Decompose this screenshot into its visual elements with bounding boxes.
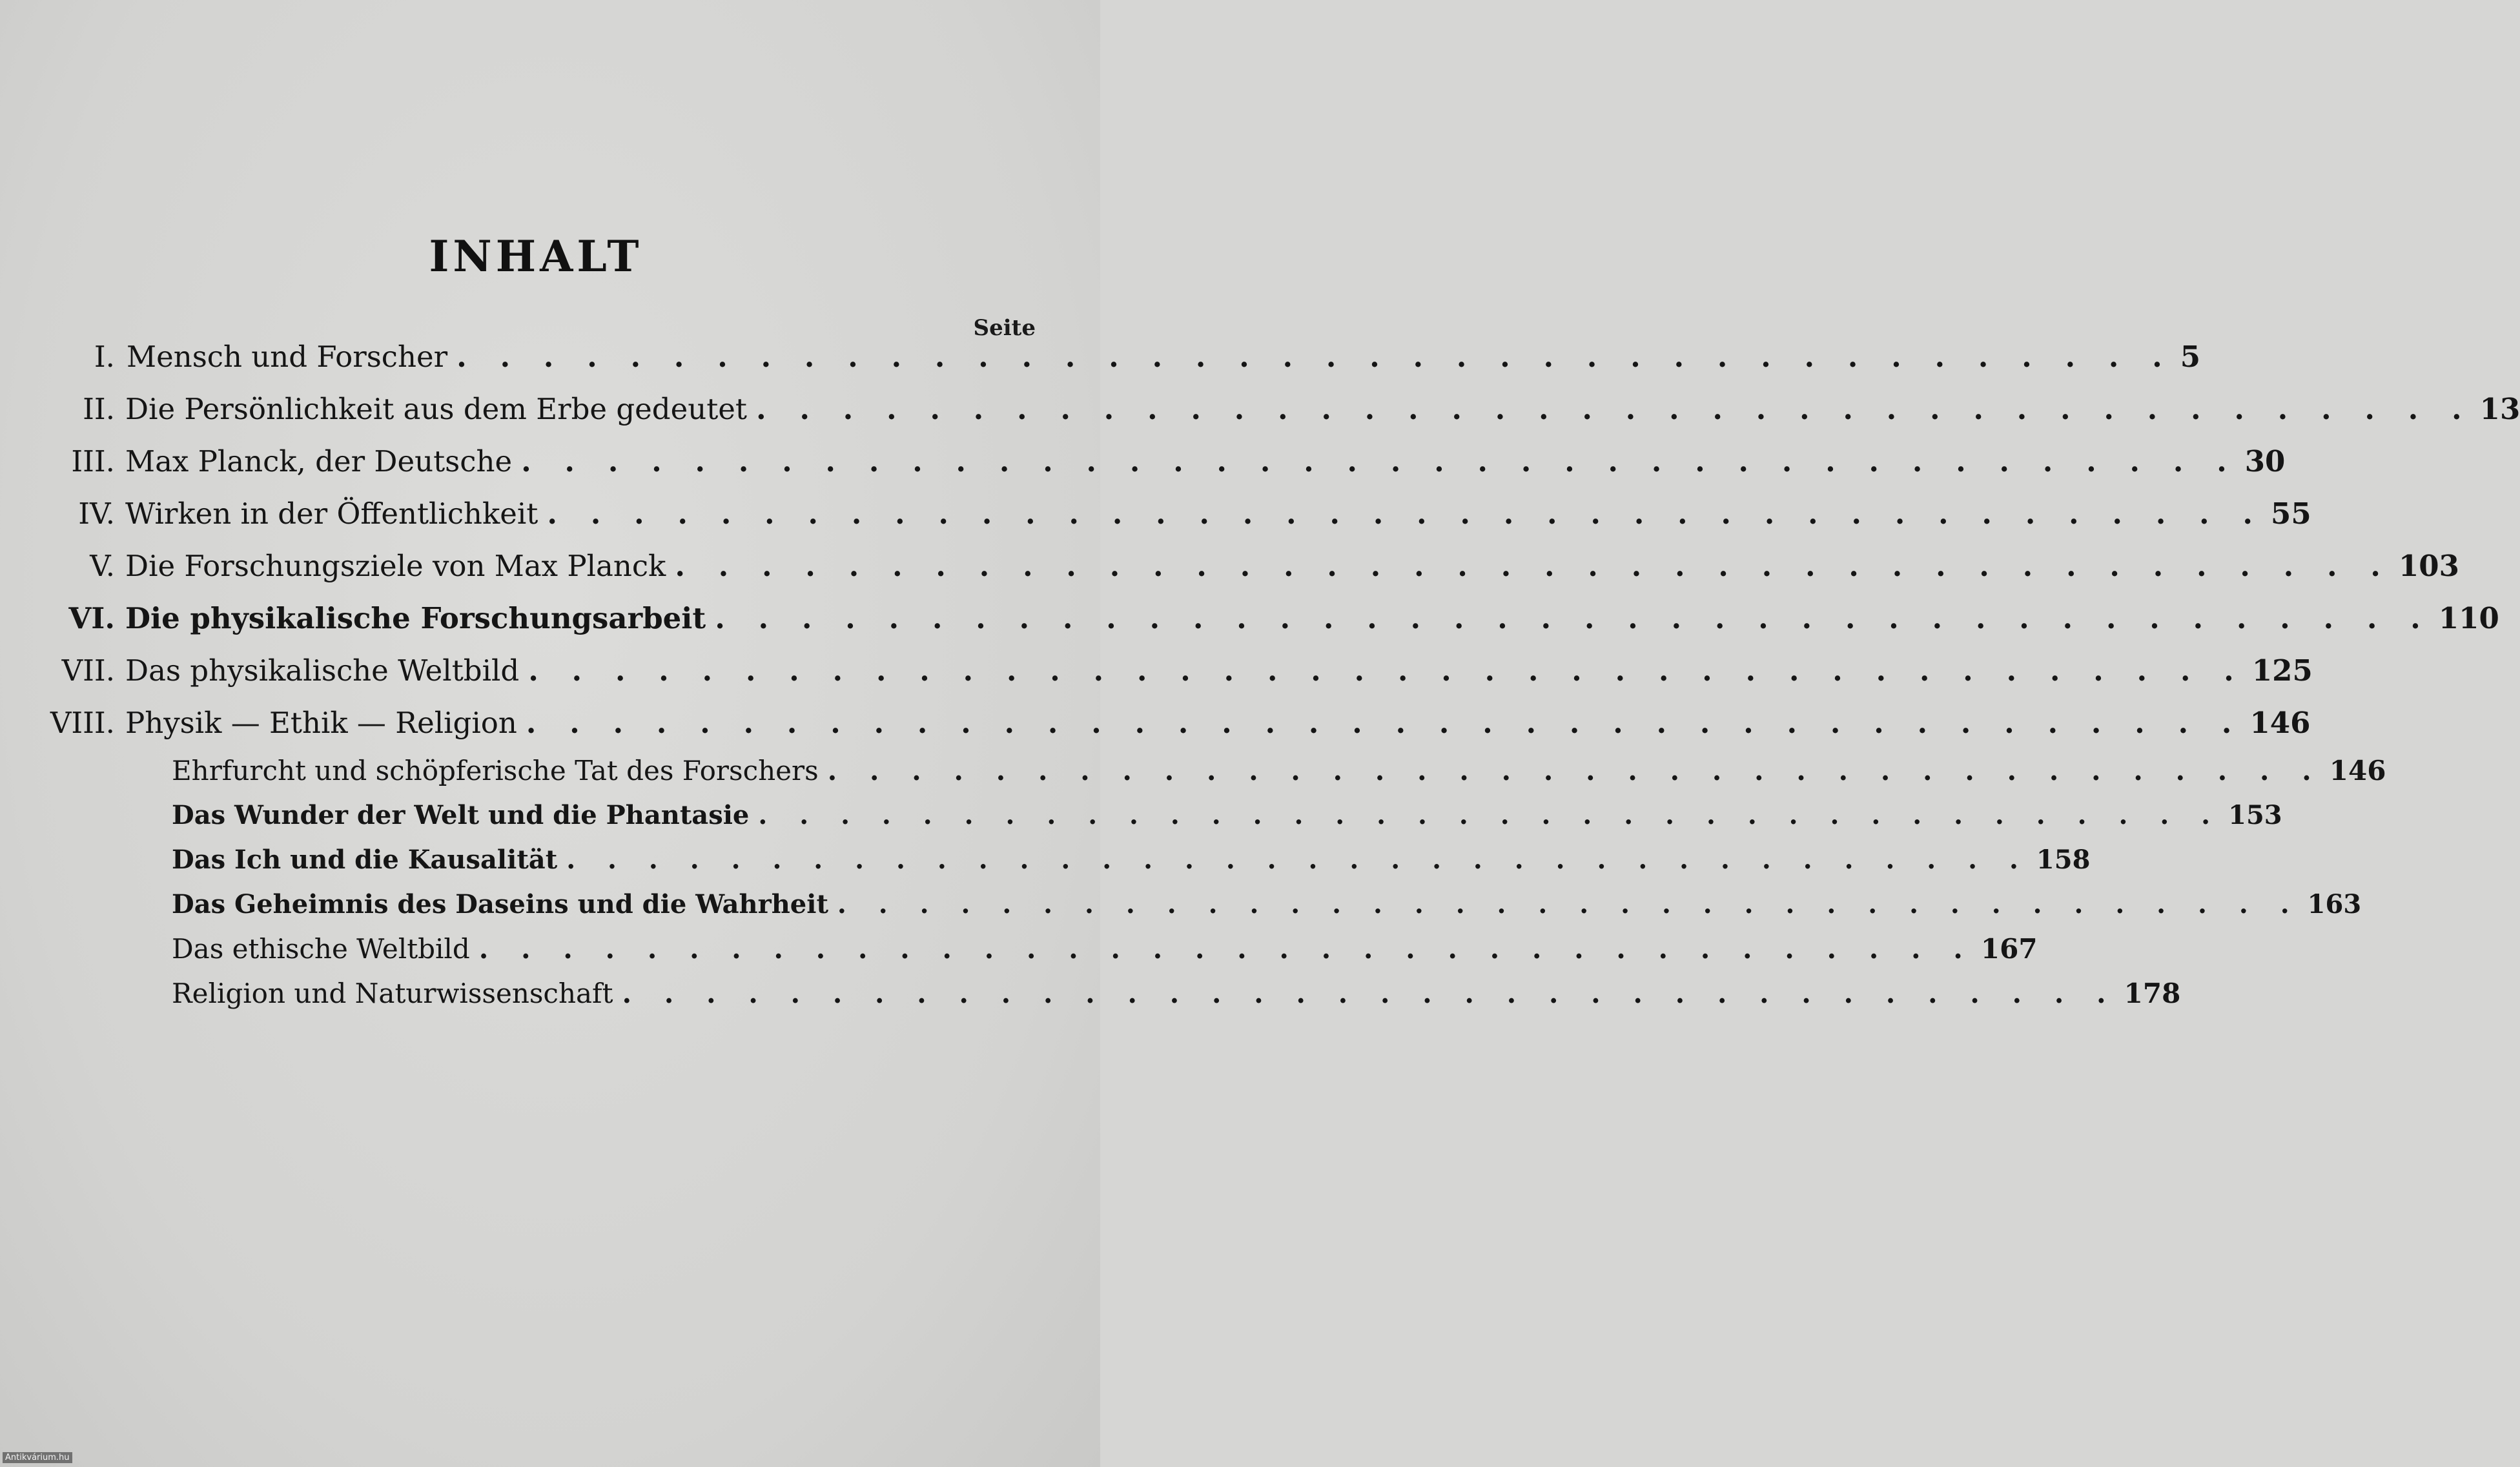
toc-entry [0, 442, 2286, 481]
page-number: 103 [2398, 549, 2459, 583]
section-title: Das Ich und die Kausalität [172, 845, 558, 875]
toc-entry [0, 599, 2499, 638]
chapter-title: Die physikalische Forschungsarbeit [125, 601, 706, 635]
chapter-title: Mensch und Forscher [127, 340, 448, 374]
toc-entry [0, 651, 2313, 690]
chapter-title: Max Planck, der Deutsche [125, 444, 513, 478]
chapter-title: Physik — Ethik — Religion [125, 706, 517, 740]
leader-dots: . . . . . . . . . . . . . . . . . . . . . . . . . . . . . . . . . . . . [837, 889, 2301, 919]
chapter-title: Die Persönlichkeit aus dem Erbe gedeutet [125, 392, 747, 426]
chapter-number: III. [71, 444, 115, 478]
section-title: Religion und Naturwissenschaft [172, 978, 613, 1009]
page-number: 55 [2271, 497, 2311, 531]
leader-dots: . . . . . . . . . . . . . . . . . . . . . . . . . . . . . . . . . . . . . . . . [456, 340, 2174, 374]
chapter-number: II. [83, 392, 115, 426]
page-number: 110 [2438, 601, 2499, 635]
leader-dots: . . . . . . . . . . . . . . . . . . . . . . . . . . . . . . . . . . . . . . . . [756, 392, 2474, 426]
page-title: INHALT [429, 231, 643, 282]
leader-dots: . . . . . . . . . . . . . . . . . . . . . . . . . . . . . . . . . . . . . . . . [675, 549, 2392, 583]
toc-subentry [0, 796, 2282, 835]
leader-dots: . . . . . . . . . . . . . . . . . . . . . . . . . . . . . . . . . . . . . . . . [521, 444, 2238, 478]
toc-entry [0, 338, 2201, 376]
toc-entry [0, 547, 2459, 586]
section-title: Ehrfurcht und schöpferische Tat des Forschers [172, 755, 819, 786]
leader-dots: . . . . . . . . . . . . . . . . . . . . . . . . . . . . . . . . . . . . . . . . [528, 653, 2246, 688]
section-title: Das ethische Weltbild [172, 933, 470, 965]
toc-subentry [0, 841, 2091, 879]
toc-entry [0, 495, 2311, 533]
page-number: 178 [2124, 978, 2181, 1009]
chapter-title: Die Forschungsziele von Max Planck [125, 549, 666, 583]
page-number: 167 [1980, 933, 2038, 965]
chapter-number: VIII. [50, 706, 115, 740]
leader-dots: . . . . . . . . . . . . . . . . . . . . . . . . . . . . . . . . . . . . [622, 978, 2118, 1009]
page-number: 153 [2228, 800, 2282, 830]
chapter-number: VII. [61, 653, 115, 688]
chapter-number: V. [90, 549, 115, 583]
toc-subentry [0, 752, 2386, 790]
toc-subentry [0, 930, 2038, 969]
leader-dots: . . . . . . . . . . . . . . . . . . . . . . . . . . . . . . . . . . . . [566, 845, 2030, 875]
toc-entry [0, 704, 2311, 743]
page-number: 146 [2329, 755, 2386, 786]
chapter-number: I. [94, 340, 115, 374]
toc-subentry [0, 885, 2362, 924]
page-number: 158 [2036, 845, 2091, 875]
leader-dots: . . . . . . . . . . . . . . . . . . . . . . . . . . . . . . . . . . . . [827, 755, 2323, 786]
toc-entry [0, 390, 2520, 429]
leader-dots: . . . . . . . . . . . . . . . . . . . . . . . . . . . . . . . . . . . . . . . . [715, 601, 2432, 635]
page-number: 163 [2307, 889, 2362, 919]
chapter-title: Wirken in der Öffentlichkeit [125, 497, 538, 531]
page-number: 146 [2249, 706, 2311, 740]
leader-dots: . . . . . . . . . . . . . . . . . . . . . . . . . . . . . . . . . . . . [758, 800, 2222, 830]
leader-dots: . . . . . . . . . . . . . . . . . . . . . . . . . . . . . . . . . . . . . . . . [547, 497, 2265, 531]
page-number: 30 [2244, 444, 2286, 478]
page-number: 13 [2479, 392, 2520, 426]
section-title: Das Wunder der Welt und die Phantasie [172, 800, 750, 830]
leader-dots: . . . . . . . . . . . . . . . . . . . . . . . . . . . . . . . . . . . . . . . . [526, 706, 2244, 740]
chapter-number: VI. [68, 601, 115, 635]
toc-subentry [0, 974, 2181, 1013]
leader-dots: . . . . . . . . . . . . . . . . . . . . . . . . . . . . . . . . . . . . [478, 933, 1974, 965]
page-column-header: Seite [973, 315, 1036, 341]
watermark: Antikvárium.hu [3, 1452, 72, 1463]
page-number: 125 [2251, 653, 2313, 688]
chapter-number: IV. [78, 497, 115, 531]
page-number: 5 [2180, 340, 2201, 374]
section-title: Das Geheimnis des Daseins und die Wahrheit [172, 889, 828, 919]
chapter-title: Das physikalische Weltbild [125, 653, 520, 688]
